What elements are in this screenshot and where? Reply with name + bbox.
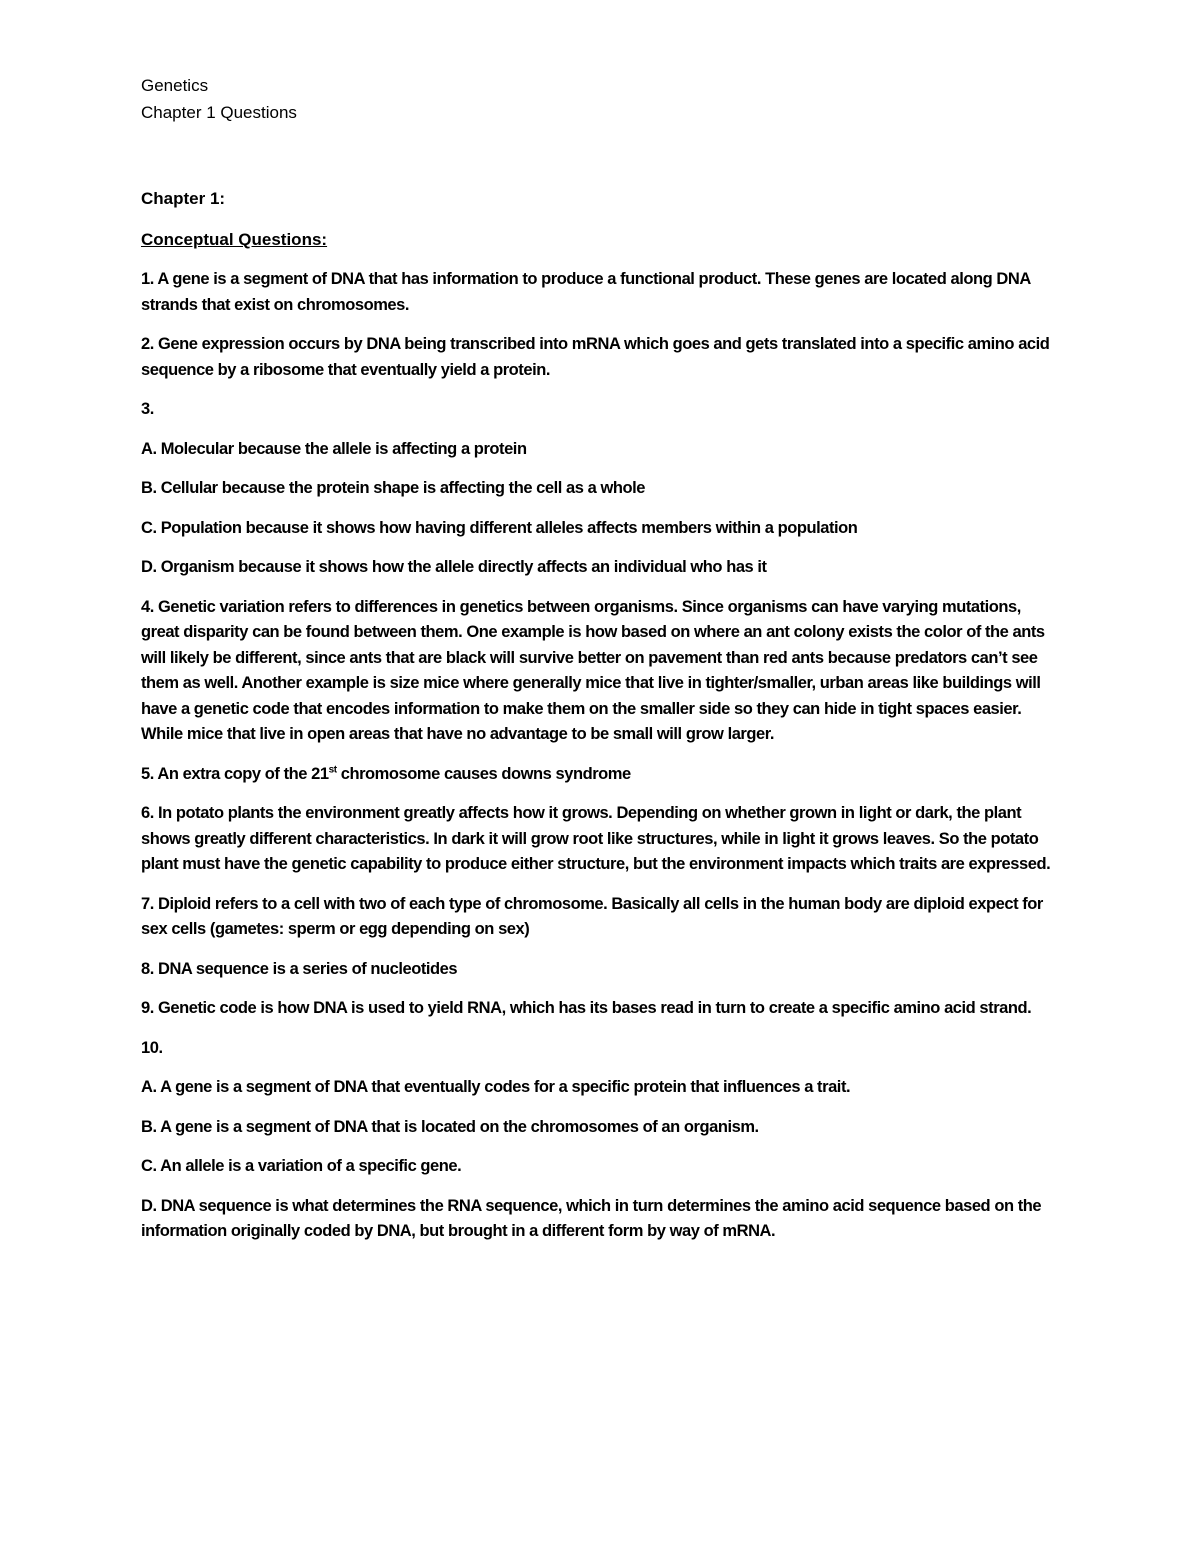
- ordinal-suffix: st: [328, 764, 337, 775]
- answer-1: 1. A gene is a segment of DNA that has information to produce a functional product. These genes are located along DNA strands that exist on chromosomes.: [141, 270, 1031, 314]
- answer-6: 6. In potato plants the environment greatly affects how it grows. Depending on whether grown in light or dark, the plant shows greatly different characteristics. In dark it will grow root like structures, while in light it grows leaves. So the potato plant must have the genetic capability to produce either structure, but the environment impacts which traits are expressed.: [141, 804, 1051, 873]
- answer-5-text-end: chromosome causes downs syndrome: [336, 764, 631, 783]
- answer-3d: D. Organism because it shows how the allele directly affects an individual who has it: [141, 558, 767, 576]
- answer-4: 4. Genetic variation refers to differences in genetics between organisms. Since organisms can have varying mutations, great disparity can be found between them. One example is how based on where an ant colony exists the color of the ants will likely be different, since ants that are black will survive better on pavement than red ants because predators can’t see them as well. Another example is size mice where generally mice that live in tighter/smaller, urban areas like buildings will have a genetic code that encodes information to make them on the smaller side so they can hide in tight spaces easier. While mice that live in open areas that have no advantage to be small will grow larger.: [141, 597, 1045, 743]
- course-title: Genetics: [141, 76, 209, 95]
- answer-10a: A. A gene is a segment of DNA that eventually codes for a specific protein that influences a trait.: [141, 1078, 851, 1096]
- answer-10d: D. DNA sequence is what determines the RNA sequence, which in turn determines the amino acid sequence based on the information originally coded by DNA, but brought in a different form by way of mRNA.: [141, 1196, 1042, 1240]
- answer-10-number: 10.: [141, 1038, 163, 1057]
- answer-10c: C. An allele is a variation of a specific gene.: [141, 1157, 462, 1175]
- answer-3b: B. Cellular because the protein shape is affecting the cell as a whole: [141, 479, 645, 497]
- section-heading: Conceptual Questions:: [141, 230, 328, 249]
- answer-2: 2. Gene expression occurs by DNA being transcribed into mRNA which goes and gets translated into a specific amino acid sequence by a ribosome that eventually yield a protein.: [141, 335, 1050, 379]
- answer-3a: A. Molecular because the allele is affecting a protein: [141, 439, 527, 458]
- document-subtitle: Chapter 1 Questions: [141, 103, 297, 122]
- answer-8: 8. DNA sequence is a series of nucleotides: [141, 959, 458, 978]
- answer-10b: B. A gene is a segment of DNA that is located on the chromosomes of an organism.: [141, 1117, 759, 1136]
- answer-9: 9. Genetic code is how DNA is used to yield RNA, which has its bases read in turn to create a specific amino acid strand.: [141, 999, 1032, 1017]
- chapter-heading: Chapter 1:: [141, 189, 226, 208]
- answer-5-text-start: 5. An extra copy of the 21: [141, 764, 329, 783]
- answer-3-number: 3.: [141, 400, 154, 418]
- answer-3c: C. Population because it shows how having different alleles affects members within a population: [141, 518, 858, 537]
- answer-5: [141, 762, 1061, 788]
- document-page: [141, 72, 1061, 1245]
- answer-7: 7. Diploid refers to a cell with two of each type of chromosome. Basically all cells in the human body are diploid expect for sex cells (gametes: sperm or egg depending on sex): [141, 894, 1043, 938]
